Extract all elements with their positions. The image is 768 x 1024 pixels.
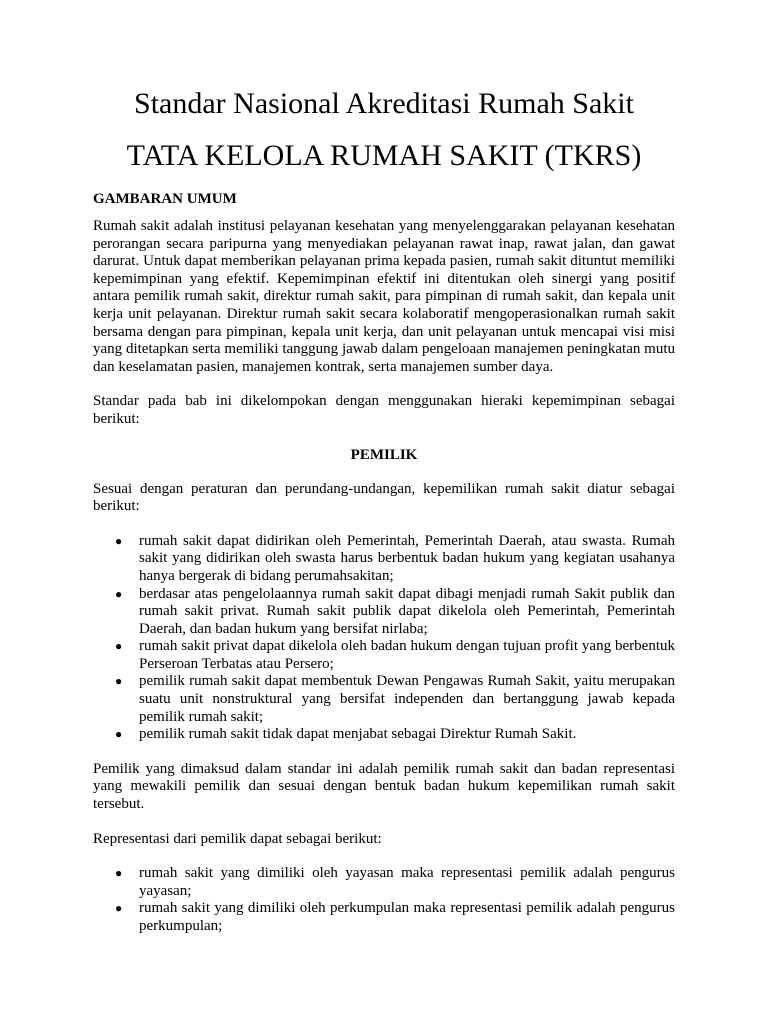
hierarchy-intro-paragraph: Standar pada bab ini dikelompokan dengan menggunakan hieraki kepemimpinan sebagai berikut: [93, 393, 675, 427]
bullet-icon: ● [115, 586, 123, 601]
section-heading-pemilik: PEMILIK [350, 446, 418, 463]
list-item: ● rumah sakit yang dimiliki oleh yayasan maka representasi pemilik adalah pengurus yayasan; [115, 865, 675, 899]
ownership-intro-paragraph: Sesuai dengan peraturan dan perundang-undangan, kepemilikan rumah sakit diatur sebagai berikut: [93, 480, 675, 515]
bullet-icon: ● [115, 866, 123, 881]
list-item: ● rumah sakit dapat didirikan oleh Pemerintah, Pemerintah Daerah, atau swasta. Rumah sakit yang didirikan oleh swasta harus berbentuk badan hukum yang kegiatan usahanya hanya bergerak di bidang perumahsakitan; [115, 532, 675, 584]
ownership-list [93, 533, 675, 744]
bullet-icon: ● [115, 727, 123, 742]
bullet-icon: ● [115, 674, 123, 689]
list-item: ● berdasar atas pengelolaannya rumah sakit dapat dibagi menjadi rumah Sakit publik dan rumah sakit privat. Rumah sakit publik dapat dikelola oleh Pemerintah, Pemerintah Daerah, dan badan hukum yang bersifat nirlaba; [115, 585, 675, 637]
bullet-icon: ● [115, 533, 123, 548]
list-item: ● rumah sakit privat dapat dikelola oleh badan hukum dengan tujuan profit yang berbentuk Perseroan Terbatas atau Persero; [115, 638, 675, 672]
gambaran-umum-paragraph: Rumah sakit adalah institusi pelayanan kesehatan yang menyelenggarakan pelayanan kesehatan perorangan secara paripurna yang menyediakan pelayanan rawat inap, rawat jalan, dan gawat darurat. Untuk dapat memberikan pelayanan prima kepada pasien, rumah sakit dituntut memiliki kepemimpinan yang efektif. Kepemimpinan efektif ini ditentukan oleh sinergi yang positif antara pemilik rumah sakit, direktur rumah sakit, para pimpinan di rumah sakit, dan kepala unit kerja unit pelayanan. Direktur rumah sakit secara kolaboratif mengoperasionalkan rumah sakit bersama dengan para pimpinan, kepala unit kerja, dan unit pelayanan untuk mencapai visi misi yang ditetapkan serta memiliki tanggung jawab dalam pengeloaan manajemen peningkatan mutu dan keselamatan pasien, manajemen kontrak, serta manajemen sumber daya. [93, 218, 675, 375]
list-item: ● pemilik rumah sakit dapat membentuk Dewan Pengawas Rumah Sakit, yaitu merupakan suatu unit nonstruktural yang bersifat independen dan bertanggung jawab kepada pemilik rumah sakit; [115, 673, 675, 725]
owner-definition-paragraph: Pemilik yang dimaksud dalam standar ini adalah pemilik rumah sakit dan badan representasi yang mewakili pemilik dan sesuai dengan bentuk badan hukum kepemilikan rumah sakit tersebut. [93, 760, 675, 813]
representation-list [93, 865, 675, 935]
list-item: ● rumah sakit yang dimiliki oleh perkumpulan maka representasi pemilik adalah pengurus perkumpulan; [115, 900, 675, 934]
document-title: Standar Nasional Akreditasi Rumah Sakit [134, 87, 634, 120]
bullet-icon: ● [115, 901, 123, 916]
list-item: ● pemilik rumah sakit tidak dapat menjabat sebagai Direktur Rumah Sakit. [115, 726, 577, 743]
section-heading-gambaran-umum: GAMBARAN UMUM [93, 191, 237, 207]
bullet-icon: ● [115, 639, 123, 654]
representation-intro-paragraph: Representasi dari pemilik dapat sebagai berikut: [93, 830, 382, 847]
chapter-title: TATA KELOLA RUMAH SAKIT (TKRS) [126, 139, 642, 172]
